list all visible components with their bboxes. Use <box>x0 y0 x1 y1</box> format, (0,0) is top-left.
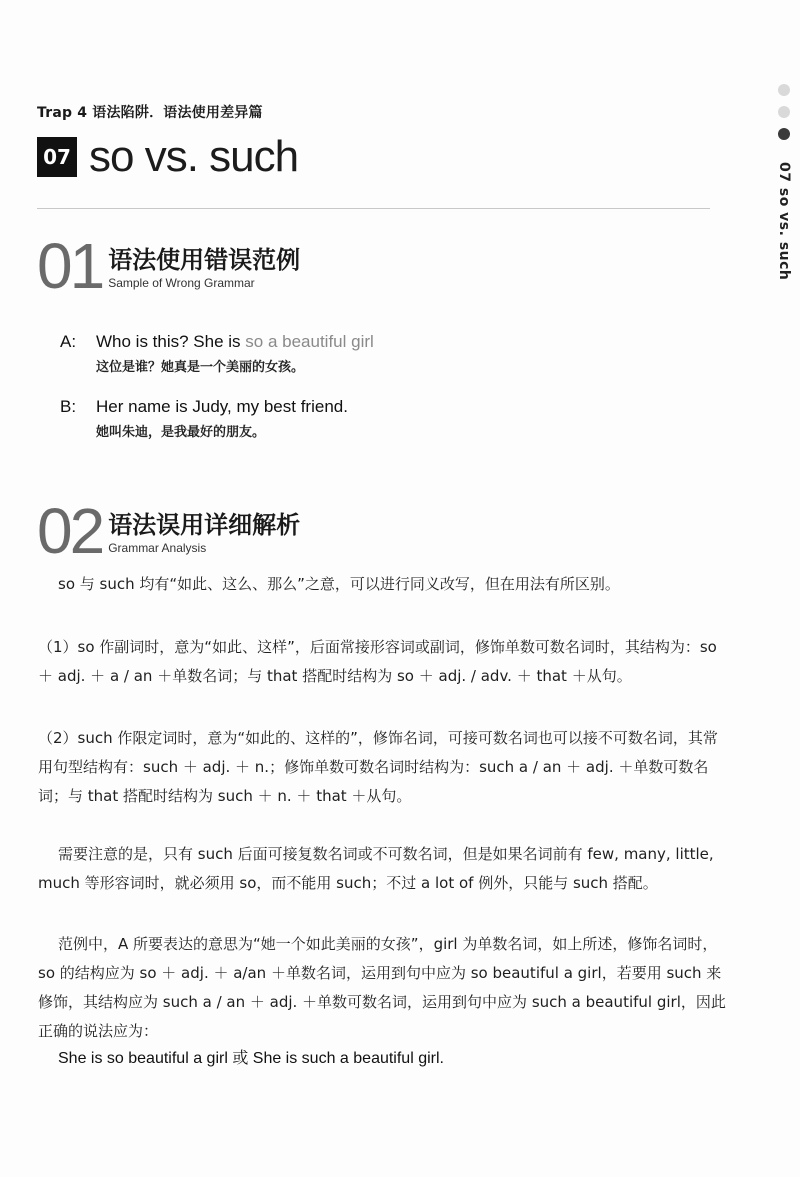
section-number: 01 <box>37 230 103 302</box>
analysis-point-2: （2）such 作限定词时，意为“如此的、这样的”，修饰名词，可接可数名词也可以接不可数名词，其常用句型结构有：such ＋ adj. ＋ n.；修饰单数可数名词时结构为：such a / an ＋ adj. ＋单数可数名词；与 that 搭配时结构为 such ＋ n. ＋ that ＋从句。 <box>38 729 718 805</box>
side-dot-icon <box>778 128 790 140</box>
running-header: Trap 4 语法陷阱．语法使用差异篇 <box>37 105 263 121</box>
speaker-label: B: <box>60 397 77 416</box>
section-heading-analysis <box>37 495 301 567</box>
analysis-conclusion: 范例中，A 所要表达的意思为“她一个如此美丽的女孩”，girl 为单数名词，如上所述，修饰名词时，so 的结构应为 so ＋ adj. ＋ a/an ＋单数名词，运用到句中应为 so beautiful a girl，若要用 such 来修饰，其结构应为 such a / an ＋ adj. ＋单数可数名词，运用到句中应为 such a beautiful girl，因此正确的说法应为： <box>38 935 726 1040</box>
wrong-phrase: so a beautiful girl <box>245 332 374 351</box>
dialog-english: Her name is Judy, my best friend. <box>96 397 348 416</box>
header-divider <box>37 208 710 209</box>
correct-example: She is so beautiful a girl 或 She is such a beautiful girl. <box>58 1050 444 1067</box>
dialog-line-a <box>60 332 374 375</box>
section-title-en: Grammar Analysis <box>108 541 207 555</box>
side-tab-label: 07 so vs. such <box>776 162 792 281</box>
chapter-title: so vs. such <box>89 132 299 181</box>
section-title-en: Sample of Wrong Grammar <box>108 276 255 290</box>
analysis-note: 需要注意的是，只有 such 后面可接复数名词或不可数名词，但是如果名词前有 few, many, little, much 等形容词时，就必须用 so，而不能用 such；不过 a lot of 例外，只能与 such 搭配。 <box>38 845 714 892</box>
chapter-number-badge: 07 <box>37 137 77 177</box>
side-dot-icon <box>778 84 790 96</box>
section-number: 02 <box>37 495 103 567</box>
analysis-point-1: （1）so 作副词时，意为“如此、这样”，后面常接形容词或副词，修饰单数可数名词时，其结构为：so ＋ adj. ＋ a / an ＋单数名词；与 that 搭配时结构为 so ＋ adj. / adv. ＋ that ＋从句。 <box>38 638 717 685</box>
speaker-label: A: <box>60 332 77 351</box>
dialog-english <box>96 332 374 352</box>
side-tab-dots <box>778 84 790 150</box>
dialog-line-b <box>60 397 348 440</box>
chapter-heading <box>37 132 298 182</box>
section-title-cn: 语法误用详细解析 <box>108 511 301 539</box>
section-title-cn: 语法使用错误范例 <box>108 246 301 274</box>
dialog-chinese: 她叫朱迪，是我最好的朋友。 <box>96 425 266 440</box>
side-dot-icon <box>778 106 790 118</box>
dialog-english-main: Who is this? She is <box>96 332 246 351</box>
analysis-paragraph: so 与 such 均有“如此、这么、那么”之意，可以进行同义改写，但在用法有所区别。 <box>58 575 620 593</box>
section-heading-wrong-sample <box>37 230 301 302</box>
dialog-chinese: 这位是谁？她真是一个美丽的女孩。 <box>96 360 305 375</box>
